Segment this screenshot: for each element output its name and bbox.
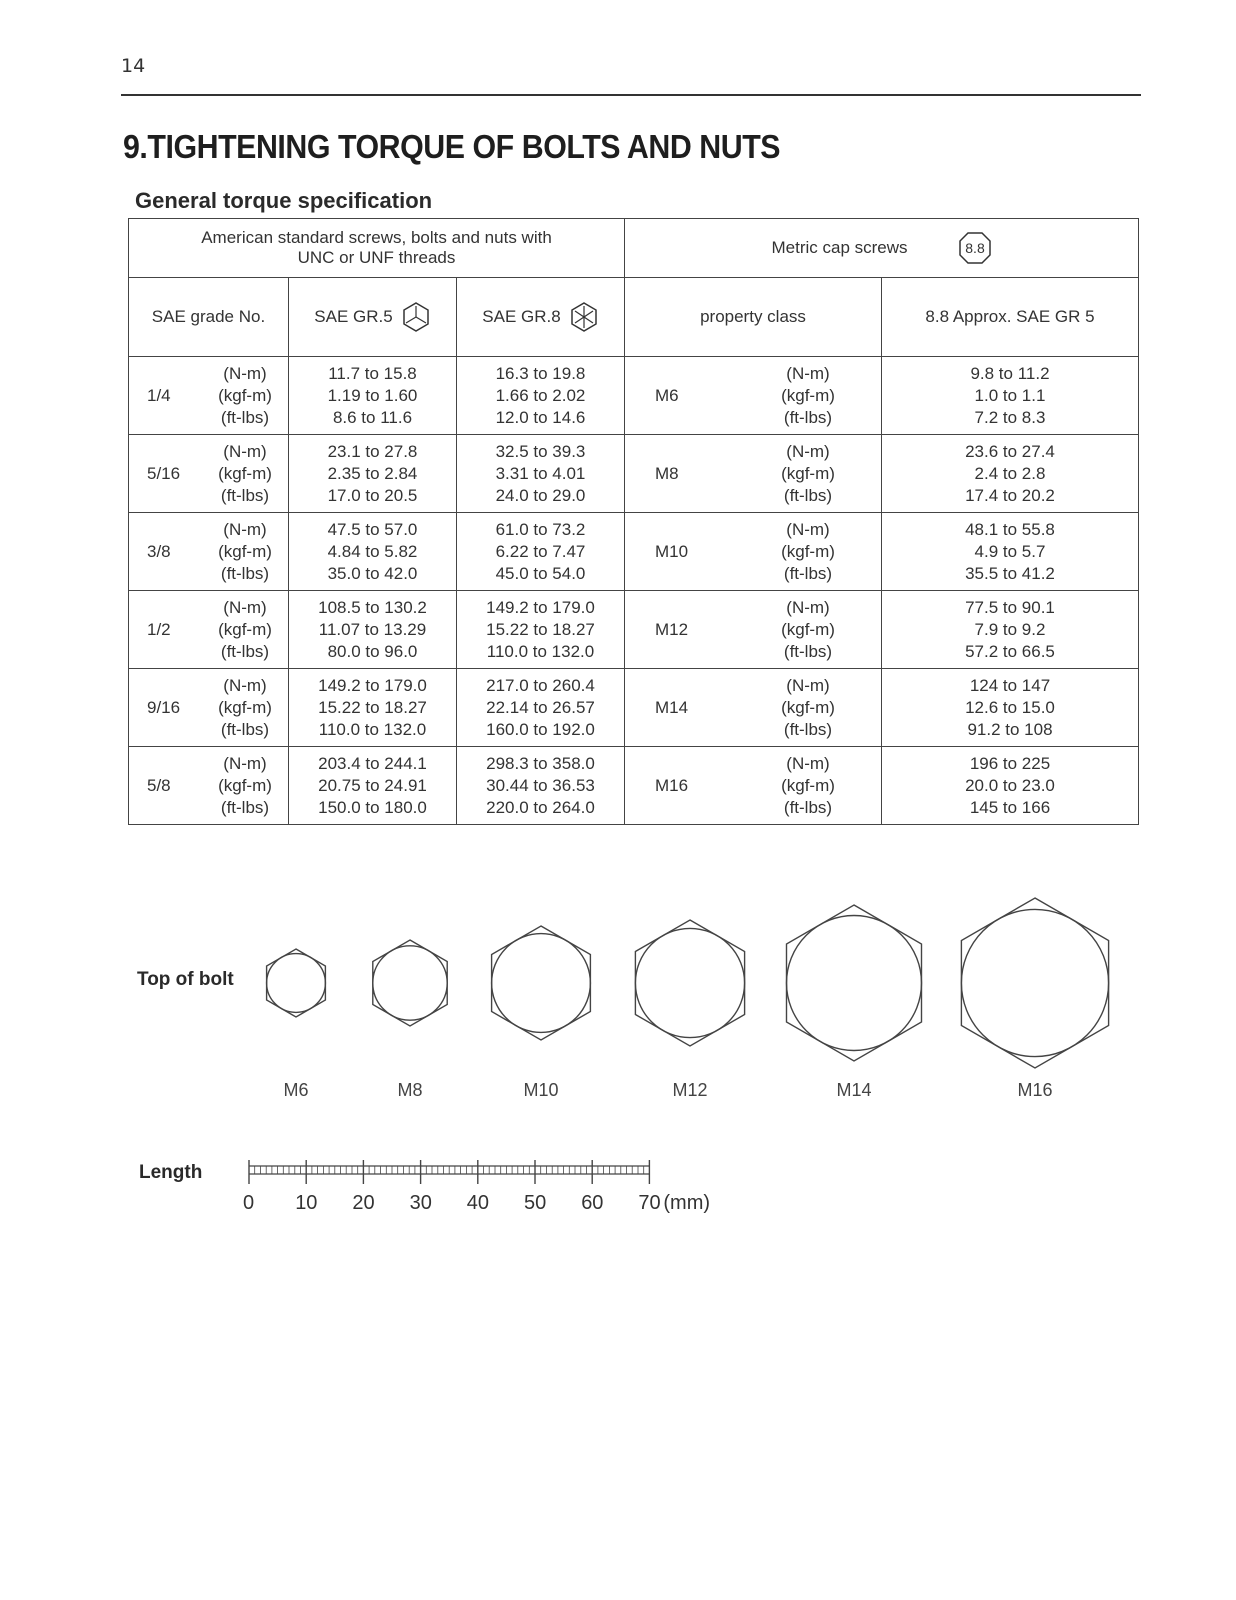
- gr5-values: [289, 357, 457, 435]
- gr8-value: 24.0 to 29.0: [495, 485, 586, 505]
- gr5-value: 35.0 to 42.0: [327, 563, 418, 583]
- gr8-value: 217.0 to 260.4: [486, 675, 595, 695]
- american-standard-header: American standard screws, bolts and nuts with UNC or UNF threads: [129, 219, 625, 278]
- unit-nm: (N-m): [786, 597, 830, 617]
- gr8-values: [457, 513, 625, 591]
- gr8-value: 22.14 to 26.57: [486, 697, 595, 717]
- gr5-bolt-head-icon: [401, 302, 431, 332]
- ruler-tick-label: 20: [352, 1192, 375, 1214]
- page-title: 9.TIGHTENING TORQUE OF BOLTS AND NUTS: [123, 128, 781, 165]
- gr5-value: 8.6 to 11.6: [332, 407, 413, 427]
- gr8-values: [457, 591, 625, 669]
- unit-ftlbs: (ft-lbs): [783, 407, 833, 427]
- approx-value: 7.2 to 8.3: [974, 407, 1046, 427]
- sae-size-cell: [129, 435, 289, 513]
- ruler-tick-label: 60: [581, 1192, 604, 1214]
- gr8-value: 110.0 to 132.0: [486, 641, 595, 661]
- unit-nm: (N-m): [786, 441, 830, 461]
- metric-size-cell: [625, 591, 882, 669]
- bolt-hex-icon: [624, 917, 756, 1049]
- bolt-hex-icon: [773, 902, 935, 1064]
- metric-size: M14: [655, 697, 689, 717]
- header-rule: [121, 94, 1141, 96]
- gr5-value: 108.5 to 130.2: [318, 597, 427, 617]
- bolt-size-label: M14: [836, 1080, 872, 1100]
- sae-size-cell: [129, 591, 289, 669]
- approx-values: [882, 435, 1139, 513]
- unit-nm: (N-m): [223, 363, 267, 383]
- approx-value: 17.4 to 20.2: [965, 485, 1055, 505]
- metric-header: Metric cap screws: [771, 238, 908, 257]
- unit-kgf: (kgf-m): [781, 619, 835, 639]
- bolt-size-label: M8: [397, 1080, 423, 1100]
- metric-size: M16: [655, 775, 689, 795]
- unit-ftlbs: (ft-lbs): [783, 797, 833, 817]
- table-row: [129, 513, 1139, 591]
- unit-kgf: (kgf-m): [781, 697, 835, 717]
- top-of-bolt-label: Top of bolt: [137, 969, 234, 990]
- gr8-value: 160.0 to 192.0: [486, 719, 595, 739]
- approx-value: 196 to 225: [969, 753, 1051, 773]
- gr5-values: [289, 669, 457, 747]
- metric-size: M8: [655, 463, 679, 483]
- ruler-tick-label: 50: [524, 1192, 547, 1214]
- unit-kgf: (kgf-m): [218, 775, 272, 795]
- gr5-value: 1.19 to 1.60: [327, 385, 418, 405]
- metric-size: M6: [655, 385, 679, 405]
- gr8-value: 6.22 to 7.47: [495, 541, 586, 561]
- gr5-values: [289, 591, 457, 669]
- gr8-value: 12.0 to 14.6: [495, 407, 586, 427]
- gr8-value: 1.66 to 2.02: [495, 385, 586, 405]
- approx-value: 9.8 to 11.2: [970, 363, 1050, 383]
- ruler-tick-label: 70: [638, 1192, 661, 1214]
- col-property-class: property class: [625, 278, 882, 357]
- gr8-values: [457, 435, 625, 513]
- metric-size-cell: [625, 357, 882, 435]
- approx-value: 91.2 to 108: [967, 719, 1053, 739]
- approx-value: 1.0 to 1.1: [974, 385, 1046, 405]
- gr8-value: 298.3 to 358.0: [486, 753, 595, 773]
- bolt-size-label: M6: [283, 1080, 309, 1100]
- sae-size-cell: [129, 513, 289, 591]
- bolt-hex-icon: [481, 923, 601, 1043]
- unit-nm: (N-m): [786, 519, 830, 539]
- ruler-tick-label: 40: [466, 1192, 490, 1214]
- gr5-value: 20.75 to 24.91: [318, 775, 427, 795]
- unit-ftlbs: (ft-lbs): [220, 485, 270, 505]
- gr5-value: 150.0 to 180.0: [318, 797, 427, 817]
- approx-value: 145 to 166: [969, 797, 1051, 817]
- gr8-value: 32.5 to 39.3: [495, 441, 586, 461]
- unit-nm: (N-m): [223, 675, 267, 695]
- unit-kgf: (kgf-m): [781, 541, 835, 561]
- length-label: Length: [139, 1162, 203, 1183]
- sae-size-cell: [129, 357, 289, 435]
- unit-nm: (N-m): [786, 675, 830, 695]
- bolt-hex-icon: [364, 937, 456, 1029]
- unit-ftlbs: (ft-lbs): [783, 719, 833, 739]
- approx-value: 20.0 to 23.0: [965, 775, 1055, 795]
- gr8-value: 15.22 to 18.27: [486, 619, 595, 639]
- sae-size: 1/2: [147, 619, 171, 639]
- torque-table: [128, 218, 1139, 825]
- gr5-values: [289, 513, 457, 591]
- unit-ftlbs: (ft-lbs): [220, 563, 270, 583]
- unit-kgf: (kgf-m): [218, 541, 272, 561]
- gr8-value: 61.0 to 73.2: [495, 519, 586, 539]
- unit-ftlbs: (ft-lbs): [220, 797, 270, 817]
- unit-kgf: (kgf-m): [781, 775, 835, 795]
- gr5-value: 4.84 to 5.82: [327, 541, 418, 561]
- approx-value: 2.4 to 2.8: [974, 463, 1046, 483]
- unit-ftlbs: (ft-lbs): [783, 563, 833, 583]
- grade-8-8-badge-icon: [958, 231, 992, 265]
- ruler-tick-label: 0: [243, 1192, 255, 1214]
- metric-size-cell: [625, 435, 882, 513]
- gr5-value: 203.4 to 244.1: [318, 753, 427, 773]
- table-row: [129, 747, 1139, 825]
- metric-size-cell: [625, 747, 882, 825]
- approx-values: [882, 513, 1139, 591]
- gr5-value: 17.0 to 20.5: [327, 485, 418, 505]
- approx-value: 23.6 to 27.4: [965, 441, 1055, 461]
- ruler-tick-label: 30: [409, 1192, 432, 1214]
- table-row: [129, 591, 1139, 669]
- col-sae-grade: SAE grade No.: [129, 278, 289, 357]
- bolt-size-label: M16: [1017, 1080, 1053, 1100]
- approx-value: 35.5 to 41.2: [965, 563, 1055, 583]
- unit-ftlbs: (ft-lbs): [220, 641, 270, 661]
- approx-values: [882, 747, 1139, 825]
- approx-value: 48.1 to 55.8: [965, 519, 1055, 539]
- unit-kgf: (kgf-m): [781, 385, 835, 405]
- gr5-value: 11.7 to 15.8: [328, 363, 417, 383]
- gr8-value: 3.31 to 4.01: [495, 463, 586, 483]
- col-approx-sae: 8.8 Approx. SAE GR 5: [882, 278, 1139, 357]
- unit-kgf: (kgf-m): [218, 619, 272, 639]
- gr8-values: [457, 357, 625, 435]
- unit-kgf: (kgf-m): [218, 463, 272, 483]
- gr5-value: 80.0 to 96.0: [327, 641, 418, 661]
- approx-values: [882, 669, 1139, 747]
- sae-size: 5/16: [147, 463, 181, 483]
- approx-values: [882, 591, 1139, 669]
- unit-nm: (N-m): [223, 597, 267, 617]
- table-row: [129, 669, 1139, 747]
- gr5-values: [289, 747, 457, 825]
- gr8-value: 30.44 to 36.53: [486, 775, 595, 795]
- gr5-value: 23.1 to 27.8: [327, 441, 418, 461]
- ruler-tick-label: 10: [295, 1192, 318, 1214]
- col-sae-gr5: SAE GR.5: [289, 278, 457, 357]
- metric-header-cell: [625, 219, 1139, 278]
- unit-ftlbs: (ft-lbs): [220, 719, 270, 739]
- approx-value: 4.9 to 5.7: [974, 541, 1046, 561]
- unit-kgf: (kgf-m): [781, 463, 835, 483]
- section-subtitle: General torque specification: [135, 188, 433, 213]
- sae-size: 3/8: [147, 541, 171, 561]
- bolt-size-label: M12: [672, 1080, 708, 1100]
- gr5-value: 2.35 to 2.84: [327, 463, 418, 483]
- table-row: [129, 357, 1139, 435]
- unit-kgf: (kgf-m): [218, 385, 272, 405]
- col-sae-gr8: SAE GR.8: [457, 278, 625, 357]
- metric-size-cell: [625, 669, 882, 747]
- gr8-value: 16.3 to 19.8: [495, 363, 586, 383]
- ruler-unit-label: (mm): [663, 1192, 711, 1214]
- unit-kgf: (kgf-m): [218, 697, 272, 717]
- approx-value: 124 to 147: [969, 675, 1051, 695]
- gr8-value: 220.0 to 264.0: [486, 797, 595, 817]
- sae-size-cell: [129, 669, 289, 747]
- gr5-value: 149.2 to 179.0: [318, 675, 427, 695]
- metric-size: M10: [655, 541, 689, 561]
- sae-size: 1/4: [147, 385, 171, 405]
- page-number: 14: [121, 55, 146, 77]
- gr8-value: 45.0 to 54.0: [495, 563, 586, 583]
- gr8-values: [457, 747, 625, 825]
- sae-size: 9/16: [147, 697, 181, 717]
- approx-value: 7.9 to 9.2: [974, 619, 1046, 639]
- metric-size: M12: [655, 619, 689, 639]
- approx-values: [882, 357, 1139, 435]
- unit-nm: (N-m): [223, 753, 267, 773]
- svg-text:8.8: 8.8: [964, 240, 985, 256]
- approx-value: 77.5 to 90.1: [965, 597, 1055, 617]
- bolt-hex-icon: [259, 946, 333, 1020]
- gr5-values: [289, 435, 457, 513]
- unit-ftlbs: (ft-lbs): [783, 641, 833, 661]
- approx-value: 57.2 to 66.5: [965, 641, 1055, 661]
- gr5-value: 15.22 to 18.27: [318, 697, 427, 717]
- gr5-value: 11.07 to 13.29: [318, 619, 427, 639]
- unit-nm: (N-m): [786, 363, 830, 383]
- unit-ftlbs: (ft-lbs): [783, 485, 833, 505]
- gr8-value: 149.2 to 179.0: [486, 597, 595, 617]
- unit-nm: (N-m): [223, 441, 267, 461]
- unit-ftlbs: (ft-lbs): [220, 407, 270, 427]
- bolt-hex-icon: [947, 895, 1123, 1071]
- length-ruler: [240, 1158, 660, 1190]
- unit-nm: (N-m): [786, 753, 830, 773]
- gr5-value: 110.0 to 132.0: [318, 719, 427, 739]
- metric-size-cell: [625, 513, 882, 591]
- gr8-values: [457, 669, 625, 747]
- gr5-value: 47.5 to 57.0: [327, 519, 418, 539]
- bolt-size-label: M10: [523, 1080, 559, 1100]
- approx-value: 12.6 to 15.0: [965, 697, 1055, 717]
- gr8-bolt-head-icon: [569, 302, 599, 332]
- sae-size: 5/8: [147, 775, 171, 795]
- table-row: [129, 435, 1139, 513]
- unit-nm: (N-m): [223, 519, 267, 539]
- sae-size-cell: [129, 747, 289, 825]
